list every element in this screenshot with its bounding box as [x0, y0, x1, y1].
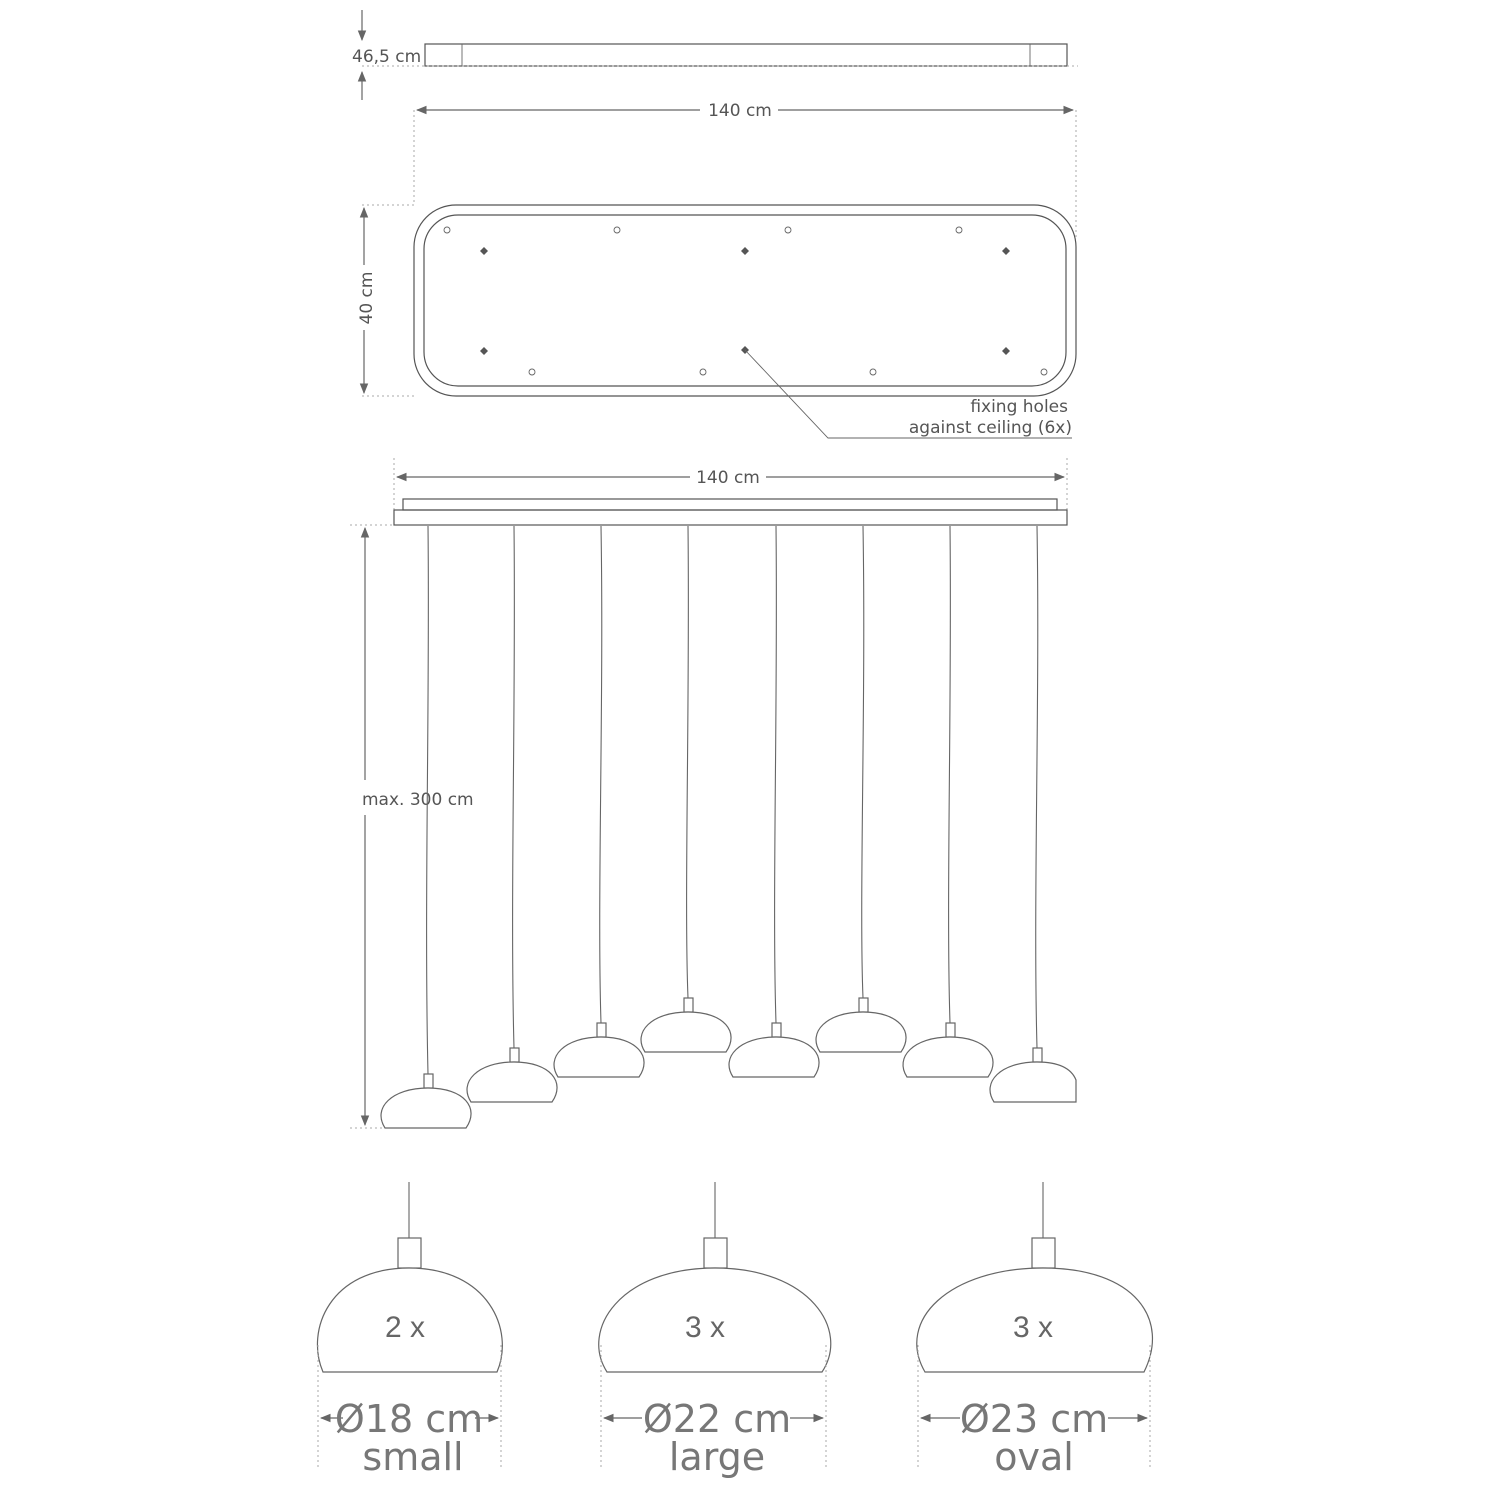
fixing-note-line1: fixing holes: [970, 397, 1068, 417]
pendant-cord: [775, 526, 777, 1023]
canopy-inner-outline: [424, 215, 1066, 386]
cable-hole: [700, 369, 706, 375]
pendant-cord: [600, 526, 602, 1023]
pendant-shade: [381, 1088, 471, 1128]
cable-hole: [785, 227, 791, 233]
fixing-hole: [741, 247, 749, 255]
cable-hole: [614, 227, 620, 233]
fixing-hole: [480, 347, 488, 355]
shade-detail-oval: [917, 1182, 1153, 1479]
pendant-socket: [1033, 1048, 1042, 1062]
pendant-cord: [513, 526, 515, 1048]
pendant-shade: [903, 1037, 993, 1077]
pendant-cord: [862, 526, 864, 998]
detail-socket: [398, 1238, 421, 1268]
canopy-outer-outline: [414, 205, 1076, 396]
cable-hole: [529, 369, 535, 375]
front-view: [350, 458, 1076, 1128]
detail-socket: [1032, 1238, 1055, 1268]
front-width-label: 140 cm: [696, 468, 760, 488]
pendant: [903, 526, 993, 1077]
shade-diameter-oval: Ø23 cm: [959, 1397, 1109, 1441]
pendant-socket: [946, 1023, 955, 1037]
pendant-shade: [816, 1012, 906, 1052]
fixing-hole: [480, 247, 488, 255]
detail-socket: [704, 1238, 727, 1268]
pendant: [554, 526, 644, 1077]
shade-count-oval: 3 x: [1012, 1311, 1054, 1344]
front-height-label: max. 300 cm: [362, 790, 474, 810]
cable-hole: [870, 369, 876, 375]
shade-detail-large: [599, 1182, 831, 1479]
shade-diameter-small: Ø18 cm: [334, 1397, 484, 1441]
pendant-cord: [687, 526, 689, 998]
pendant-socket: [684, 998, 693, 1012]
pendant-shade: [554, 1037, 644, 1077]
fixing-holes: [480, 247, 1010, 355]
shade-type-oval: oval: [994, 1435, 1074, 1479]
pendant-socket: [510, 1048, 519, 1062]
side-height-label: 46,5 cm: [352, 47, 422, 67]
pendant: [990, 526, 1076, 1102]
top-depth-label: 40 cm: [357, 271, 377, 325]
cable-hole: [1041, 369, 1047, 375]
pendant: [641, 526, 731, 1052]
pendant-cord: [1036, 526, 1038, 1048]
pendant-socket: [772, 1023, 781, 1037]
cable-hole: [444, 227, 450, 233]
fixing-note-line2: against ceiling (6x): [908, 418, 1072, 438]
cable-hole: [956, 227, 962, 233]
pendant-shade: [641, 1012, 731, 1052]
pendant-socket: [424, 1074, 433, 1088]
pendant-shade: [729, 1037, 819, 1077]
top-view: [357, 101, 1076, 438]
shade-type-small: small: [362, 1435, 464, 1479]
canopy-side-outline: [425, 44, 1067, 66]
shade-count-small: 2 x: [384, 1311, 426, 1344]
pendant-shade: [990, 1062, 1076, 1102]
fixing-hole: [1002, 247, 1010, 255]
pendant-cord: [949, 526, 951, 1023]
side-view: [352, 10, 1078, 100]
shade-type-large: large: [668, 1435, 766, 1479]
canopy-front-base: [394, 510, 1067, 525]
shade-count-large: 3 x: [684, 1311, 726, 1344]
pendant: [816, 526, 906, 1052]
shade-diameter-large: Ø22 cm: [642, 1397, 792, 1441]
pendant: [467, 526, 557, 1102]
pendant: [729, 526, 819, 1077]
pendant-shade: [467, 1062, 557, 1102]
canopy-front-top: [403, 499, 1057, 510]
pendant-socket: [597, 1023, 606, 1037]
fixing-hole: [1002, 347, 1010, 355]
pendant: [381, 526, 471, 1128]
top-width-label: 140 cm: [708, 101, 772, 121]
pendant-socket: [859, 998, 868, 1012]
shade-detail-small: [317, 1182, 502, 1479]
